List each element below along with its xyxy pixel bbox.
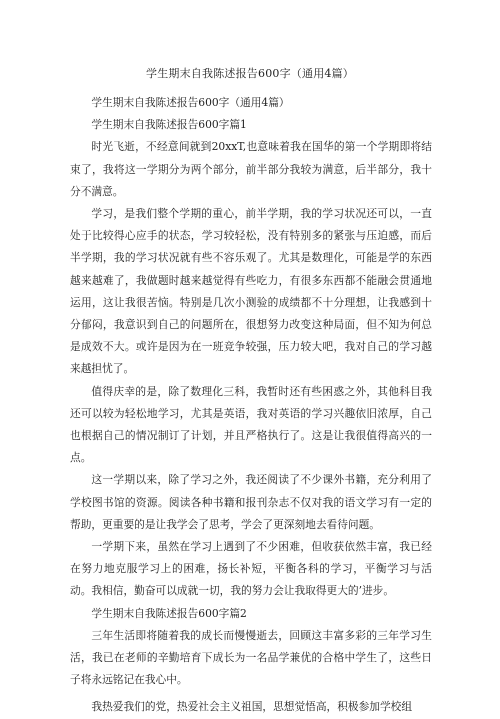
essay-1-paragraph-1: 时光飞逝，不经意间就到20xxT,也意味着我在国华的第一个学期即将结束了，我将这一学期分为两个部分，前半部分我较为满意，后半部分，我十分不满意。 bbox=[70, 140, 432, 198]
essay-1-heading: 学生期末自我陈述报告600字篇1 bbox=[91, 118, 247, 132]
essay-1-paragraph-4: 这一学期以来，除了学习之外，我还阅读了不少课外书籍，充分利用了学校图书馆的资源。阅读各种书籍和报刊杂志不仅对我的语文学习有一定的帮助，更重要的是让我学会了思考，学会了更深刻地去看待问题。 bbox=[70, 473, 432, 531]
essay-1-paragraph-3: 值得庆幸的是，除了数理化三科，我暂时还有些困惑之外，其他科目我还可以较为轻松地学习，尤其是英语，我对英语的学习兴趣依旧浓厚，自己也根据自己的情况制订了计划，并且严格执行了。这是让我很值得高兴的一点。 bbox=[70, 384, 432, 465]
essay-2-paragraph-1: 三年生活即将随着我的成长而慢慢逝去，回顾这丰富多彩的三年学习生活，我已在老师的辛勤培育下成长为一名品学兼优的合格中学生了，这些日子将永远铭记在我心中。 bbox=[70, 628, 432, 687]
essay-2-paragraph-2: 我热爱我们的党，热爱社会主义祖国，思想觉悟高，积极参加学校组 bbox=[91, 700, 413, 714]
essay-2-heading: 学生期末自我陈述报告600字篇2 bbox=[91, 606, 247, 620]
document-body bbox=[70, 92, 432, 719]
subtitle-heading: 学生期末自我陈述报告600字（通用4篇） bbox=[91, 96, 290, 109]
document-title: 学生期末自我陈述报告600字（通用4篇） bbox=[146, 67, 354, 80]
essay-1-paragraph-2: 学习，是我们整个学期的重心，前半学期，我的学习状况还可以，一直处于比较得心应手的状态，学习较轻松，没有特别多的紧张与压迫感，而后半学期，我的学习状况就有些不容乐观了。尤其是数理化，可能是学的东西越来越难了，我做题时越来越觉得有些吃力，有很多东西都不能融会贯通地运用，这让我很苦恼。特别是几次小测验的成绩都不十分理想，让我感到十分郁闷，我意识到自己的问题所在，很想努力改变这种局面，但不知为何总是成效不大。或许是因为在一班竞争较强，压力较大吧，我对自己的学习越来越担忧了。 bbox=[70, 207, 432, 376]
essay-1-paragraph-5: 一学期下来，虽然在学习上遇到了不少困难，但收获依然丰富，我已经在努力地克服学习上的困难，扬长补短，平衡各科的学习，平衡学习与活动。我相信，勤奋可以成就一切，我的努力会让我取得更大的’进步。 bbox=[70, 540, 432, 598]
